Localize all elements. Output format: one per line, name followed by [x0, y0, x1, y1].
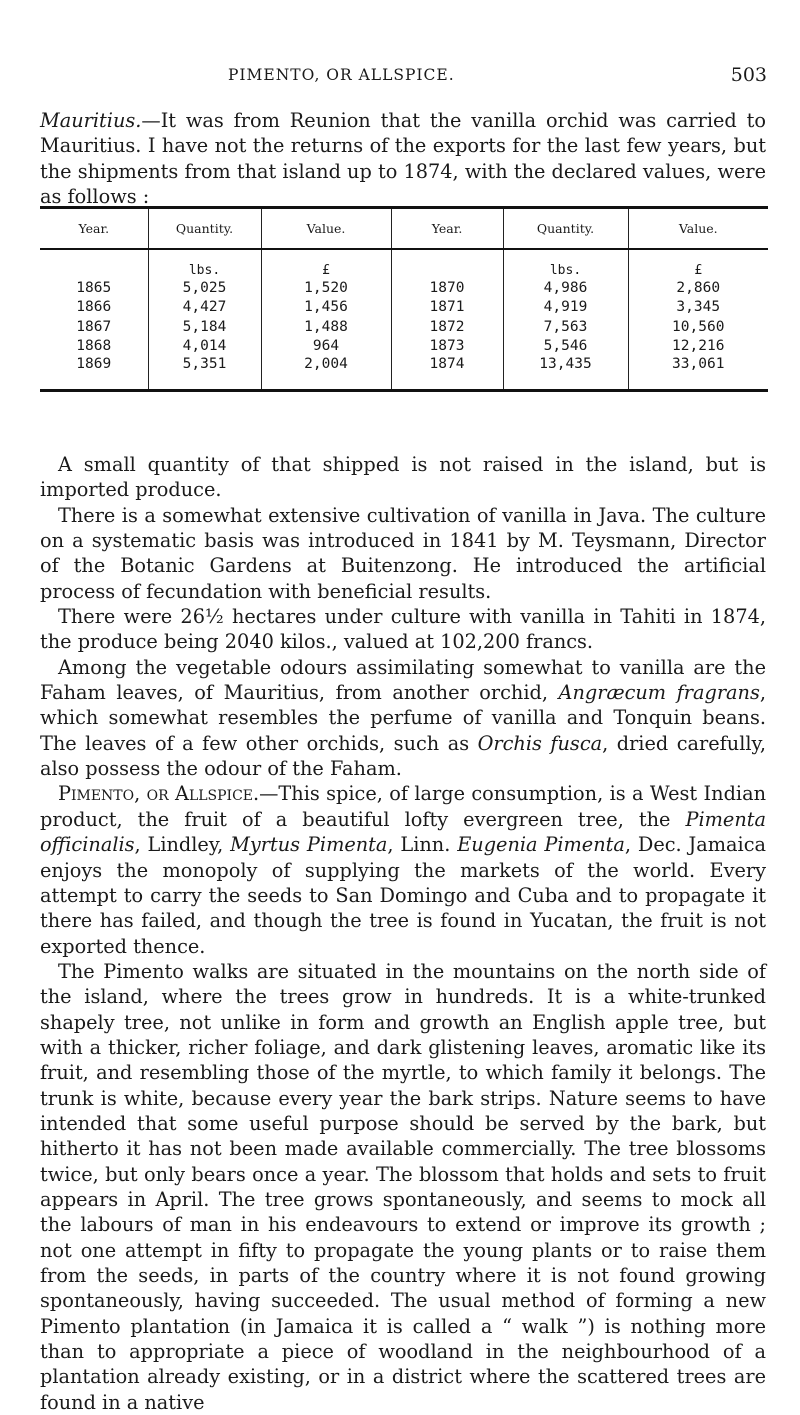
unit-cell: [391, 249, 503, 278]
paragraph-java: There is a somewhat extensive cultivation of vanilla in Java. The culture on a systematic basis was introduced in 1841 by M. Teysmann, Director of the Botanic Gardens at Buitenzong. He introduced the artificial process of fecundation with beneficial results.: [40, 503, 766, 603]
page-header: [0, 66, 800, 90]
intro-lead: Mauritius.: [40, 109, 142, 132]
table-row: [40, 356, 768, 391]
table-cell: 33,061: [628, 356, 768, 391]
table-cell: 4,986: [503, 278, 628, 298]
table-cell: 1867: [76, 318, 112, 335]
text-run: , which somewhat resembles the perfume of vanilla and Tonquin beans. The leaves of a few other orchids, such as: [40, 681, 766, 755]
text-run: Among the vegetable odours assimilating somewhat to vanilla are the Faham leaves, of Mauritius, from another orchid,: [40, 655, 766, 705]
table-cell: 1873: [391, 337, 503, 357]
text-run: , Lindley,: [134, 833, 231, 857]
intro-paragraph: [40, 108, 766, 209]
species-name: Angræcum fragrans: [558, 681, 760, 705]
table-cell: 1869: [76, 356, 112, 372]
table-cell: 12,216: [628, 337, 768, 357]
unit-cell: £: [628, 249, 768, 278]
text-run: , Dec. Jamaica enjoys the monopoly of supplying the markets of the world. Every attempt to carry the seeds to San Domingo and Cuba and to propagate it there has failed, and though the tree is found in Yucatan, the fruit is not exported thence.: [40, 833, 766, 958]
table-cell: 1871: [391, 298, 503, 318]
table-row: [40, 298, 768, 318]
table-cell: 2,004: [261, 356, 391, 391]
running-title: PIMENTO, OR ALLSPICE.: [228, 66, 455, 84]
header-value: Value.: [628, 208, 768, 250]
header-year: Year.: [78, 221, 110, 236]
exports-table: [40, 206, 768, 392]
table-cell: 1866: [76, 299, 112, 316]
page-number: 503: [730, 64, 767, 86]
paragraph-tahiti: There were 26½ hectares under culture with vanilla in Tahiti in 1874, the produce being 2040 kilos., valued at 102,200 francs.: [40, 605, 766, 654]
table-cell: 7,563: [503, 317, 628, 337]
table-cell: 3,345: [628, 298, 768, 318]
intro-text: —It was from Reunion that the vanilla orchid was carried to Mauritius. I have not the returns of the exports for the last few years, but the shipments from that island up to 1874, with the declared values, were as follows :: [40, 109, 766, 208]
table-cell: 2,860: [628, 278, 768, 298]
table-cell: 5,184: [148, 317, 261, 337]
paragraph-imported: A small quantity of that shipped is not raised in the island, but is imported produce.: [40, 453, 766, 502]
table-header-row: [40, 208, 768, 250]
paragraph-pimento: [40, 781, 766, 958]
table-cell: 1868: [76, 338, 112, 355]
species-name: Myrtus Pimenta: [230, 833, 388, 857]
table-cell: 1,520: [261, 278, 391, 298]
paragraph-faham: [40, 655, 766, 782]
text-run: —This spice, of large consumption, is a West Indian product, the fruit of a beautiful lofty evergreen tree, the: [40, 782, 766, 831]
header-year: Year.: [391, 208, 503, 250]
table-cell: 1874: [391, 356, 503, 391]
table-cell: 1870: [391, 278, 503, 298]
exports-table-container: [40, 206, 768, 392]
species-name: Orchis fusca: [477, 731, 603, 755]
unit-cell: £: [261, 249, 391, 278]
table-cell: 5,025: [148, 278, 261, 298]
table-cell: 1,456: [261, 298, 391, 318]
table-cell: 1872: [391, 317, 503, 337]
unit-cell: lbs.: [148, 249, 261, 278]
table-cell: 4,014: [148, 337, 261, 357]
species-name: Pimenta officinalis: [40, 807, 766, 857]
table-cell: 13,435: [503, 356, 628, 391]
unit-cell: [40, 249, 148, 278]
table-cell: 5,546: [503, 337, 628, 357]
header-quantity: Quantity.: [503, 208, 628, 250]
species-name: Eugenia Pimenta: [457, 833, 625, 857]
header-quantity: Quantity.: [148, 208, 261, 250]
table-cell: 4,427: [148, 298, 261, 318]
section-heading: Pimento, or Allspice.: [58, 782, 260, 806]
table-cell: 10,560: [628, 317, 768, 337]
text-run: , Linn.: [387, 833, 458, 857]
table-row: [40, 317, 768, 337]
table-row: [40, 278, 768, 298]
table-cell: 1865: [76, 279, 112, 296]
table-cell: 4,919: [503, 298, 628, 318]
paragraph-pimento-walks: The Pimento walks are situated in the mountains on the north side of the island, where the trees grow in hundreds. It is a white-trunked shapely tree, not unlike in form and growth an English apple tree, but with a thicker, richer foliage, and dark glistening leaves, aromatic like its fruit, and resembling those of the myrtle, to which family it belongs. The trunk is white, because every year the bark strips. Nature seems to have intended that some useful purpose should be served by the bark, but hitherto it has not been made available commercially. The tree blossoms twice, but only bears once a year. The blossom that holds and sets to fruit appears in April. The tree grows spontaneously, and seems to mock all the labours of man in his endeavours to extend or improve its growth ; not one attempt in fifty to propagate the young plants or to raise them from the seeds, in parts of the country where it is not found growing spontaneously, having succeeded. The usual method of forming a new Pimento plantation (in Jamaica it is called a “ walk ”) is nothing more than to appropriate a piece of woodland in the neighbourhood of a plantation already existing, or in a district where the scattered trees are found in a native: [40, 959, 766, 1414]
header-value: Value.: [261, 208, 391, 250]
text-run: , dried carefully, also possess the odour of the Faham.: [40, 731, 766, 781]
table-cell: 5,351: [148, 356, 261, 391]
body-text: [40, 452, 766, 1415]
table-cell: 964: [261, 337, 391, 357]
unit-cell: lbs.: [503, 249, 628, 278]
table-row: [40, 337, 768, 357]
table-cell: 1,488: [261, 317, 391, 337]
units-row: [40, 249, 768, 278]
